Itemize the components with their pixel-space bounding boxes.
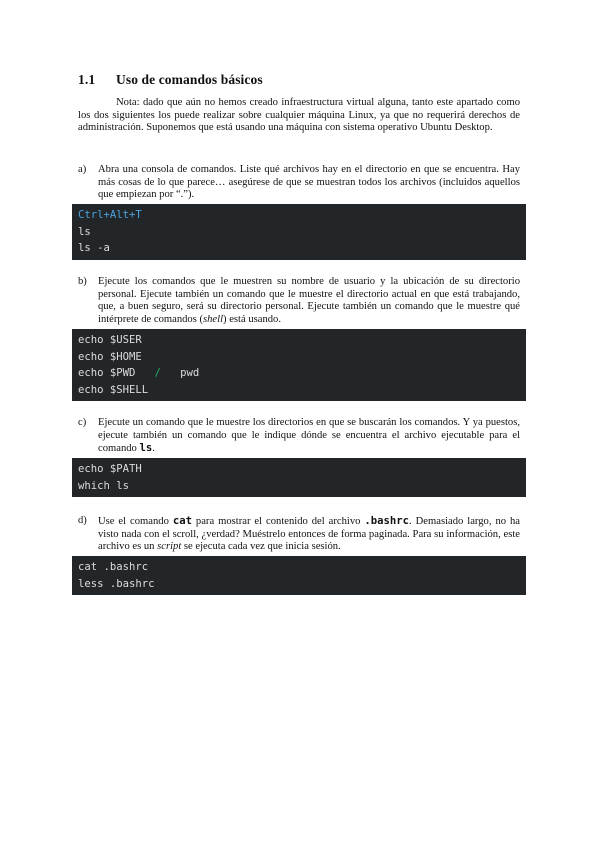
item-text-part: .: [152, 443, 155, 455]
code-line: ls -a: [78, 242, 110, 254]
inline-code: cat: [172, 515, 192, 527]
section-title: Uso de comandos básicos: [116, 72, 263, 87]
code-block-c: [72, 458, 526, 497]
code-line: ls: [78, 225, 91, 238]
code-separator: /: [154, 367, 161, 379]
code-line: echo $SHELL: [78, 383, 149, 396]
list-item-b: [78, 276, 520, 326]
item-text-part: Ejecute un comando que le muestre los directorios en que se buscarán los comandos. Y ya puestos, ejecute también un comando que le indique dónde se encuentra el archivo ejecutable para el comando: [98, 417, 520, 455]
item-text: [98, 417, 520, 456]
item-label: b): [78, 276, 87, 287]
list-item-d: [78, 515, 520, 554]
code-line: echo $USER: [78, 334, 142, 346]
code-line: which ls: [78, 479, 130, 492]
inline-code: .bashrc: [364, 515, 410, 527]
section-heading: [78, 72, 263, 88]
code-line: echo $HOME: [78, 350, 142, 363]
item-label: c): [78, 417, 87, 428]
item-text-part: para mostrar el contenido del archivo: [191, 516, 365, 527]
item-text-part: Use el comando: [98, 516, 173, 527]
item-text: [98, 276, 520, 326]
item-label: a): [78, 164, 87, 175]
code-text: echo $PWD: [78, 367, 136, 379]
code-line-shortcut: Ctrl+Alt+T: [78, 209, 142, 221]
item-text-part: se ejecuta cada vez que inicia sesión.: [181, 541, 341, 553]
item-text-part: Ejecute los comandos que le muestren su nombre de usuario y la ubicación de su directorio personal. Ejecute también un comando que le muestre el directorio actual en que está trabajando, que, a buen seguro, será su directorio personal. Ejecute también un comando que le muestre qué intérprete de comandos (: [98, 276, 520, 325]
code-line: echo $PATH: [78, 463, 142, 475]
item-text-emphasis: script: [157, 541, 182, 553]
code-text: pwd: [180, 367, 200, 379]
item-text: [98, 515, 520, 554]
code-line: less .bashrc: [78, 577, 155, 590]
item-label: d): [78, 515, 87, 526]
item-text: Abra una consola de comandos. Liste qué archivos hay en el directorio en que se encuentra. Hay más cosas de lo que parece… asegúrese de que se muestran todos los archivos (incluidos aquellos que empiezan por “.”).: [98, 164, 520, 201]
code-line-pwd: [78, 365, 520, 382]
code-line: cat .bashrc: [78, 561, 149, 573]
code-block-d: [72, 556, 526, 595]
code-block-a: [72, 204, 526, 260]
list-item-c: [78, 417, 520, 456]
item-text-part: ) está usando.: [223, 313, 281, 325]
item-text-part: . Demasiado largo, no ha visto nada con el scroll, ¿verdad? Muéstrelo entonces de forma paginada. Para su información, este archivo es un: [98, 516, 520, 553]
intro-paragraph: Nota: dado que aún no hemos creado infraestructura virtual alguna, tanto este apartado como los dos siguientes los puede realizar sobre cualquier máquina Linux, ya que no requerirá derechos de administración. Suponemos que está usando una máquina con sistema operativo Ubuntu Desktop.: [78, 97, 520, 134]
section-number: 1.1: [78, 72, 96, 87]
item-text-emphasis: shell: [203, 313, 224, 325]
list-item-a: [78, 164, 520, 202]
code-block-b: [72, 329, 526, 401]
inline-code: ls: [139, 442, 153, 455]
